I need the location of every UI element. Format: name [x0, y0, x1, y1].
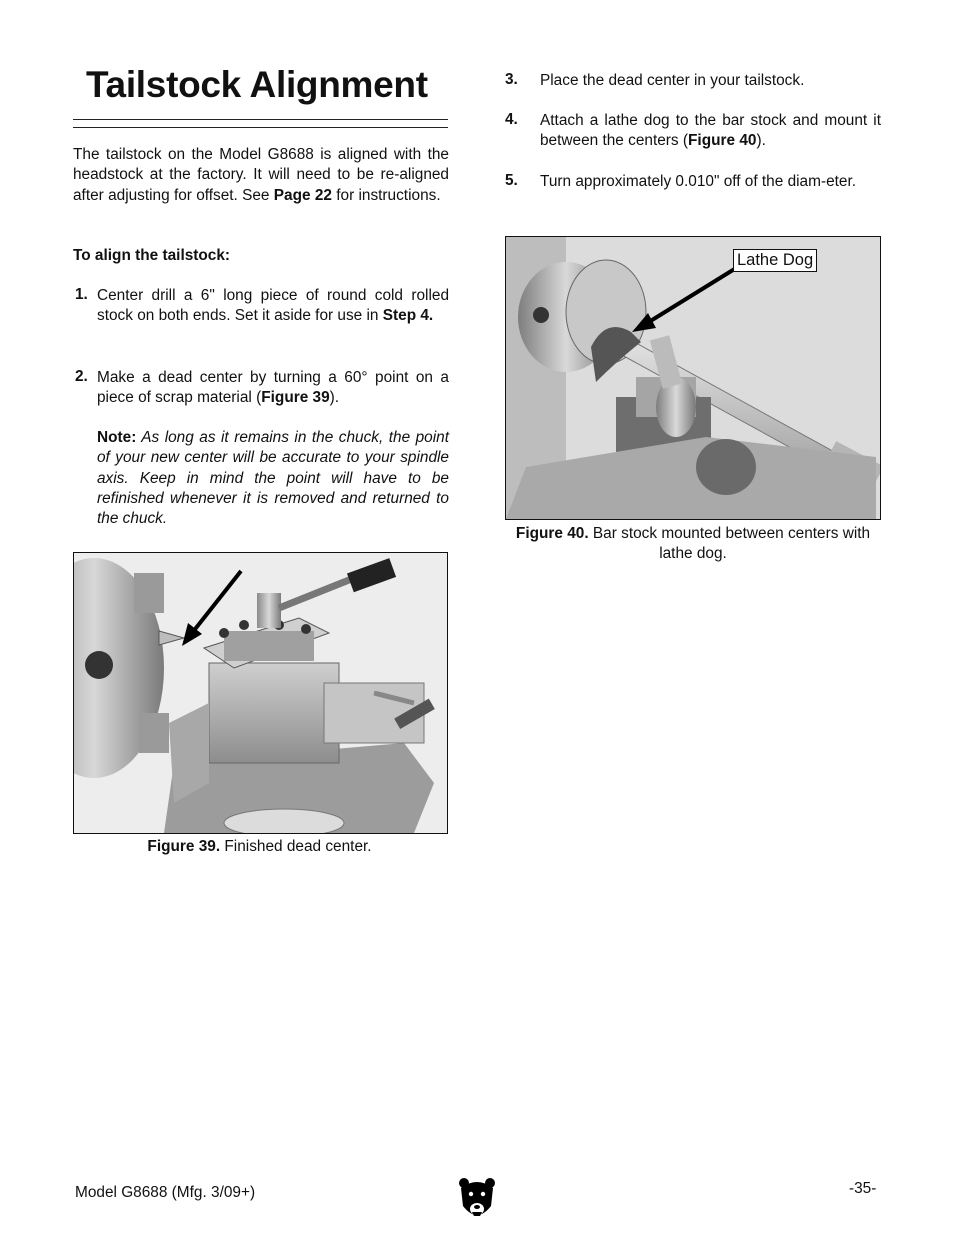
figure-39-label: Figure 39. [147, 838, 221, 855]
procedure-heading: To align the tailstock: [73, 247, 231, 264]
step-4-body: Attach a lathe dog to the bar stock and mount it between the centers ( [540, 112, 881, 150]
title-rule-bottom [73, 127, 448, 128]
note-label: Note: [97, 429, 137, 446]
figure-39-caption-text: Finished dead center. [220, 838, 372, 855]
step-4-ref: Figure 40 [688, 132, 757, 150]
step-2-number: 2. [75, 368, 88, 385]
title-rule-top [73, 119, 448, 120]
note-text: As long as it remains in the chuck, the point of your new center will be accurate to your spindle axis. Keep in mind the point will have to be refinished whenever it is removed and returned to the chuck. [97, 429, 449, 528]
step-3-text: Place the dead center in your tailstock. [540, 72, 805, 89]
step-5-number: 5. [505, 172, 518, 189]
intro-page-ref: Page 22 [273, 186, 332, 204]
step-4-text [540, 111, 881, 152]
lathe-toolpost-illustration [74, 553, 447, 833]
figure-39-image [73, 552, 448, 834]
page-title: Tailstock Alignment [86, 64, 428, 105]
footer-page-number: -35- [849, 1180, 877, 1197]
figure-40-image [505, 236, 881, 520]
step-1-body: Center drill a 6" long piece of round cold rolled stock on both ends. Set it aside for use in [97, 287, 449, 325]
lathe-dog-callout: Lathe Dog [733, 249, 817, 272]
step-1-text [97, 286, 449, 327]
step-1-number: 1. [75, 286, 88, 303]
step-1-ref: Step 4. [382, 307, 434, 325]
step-2-end: ). [329, 389, 340, 407]
step-2-ref: Figure 39 [261, 389, 330, 407]
figure-39-caption [73, 837, 446, 857]
step-5-text: Turn approximately 0.010" off of the diam-eter. [540, 173, 857, 190]
intro-text-end: for instructions. [331, 186, 441, 204]
lathe-bar-stock-illustration [506, 237, 880, 519]
step-4-number: 4. [505, 111, 518, 128]
bear-logo-icon [458, 1176, 496, 1222]
figure-40-caption-text: Bar stock mounted between centers with lathe dog. [588, 525, 871, 562]
figure-40-caption [505, 524, 881, 564]
note-paragraph [97, 428, 449, 529]
step-2-body: Make a dead center by turning a 60° point on a piece of scrap material ( [97, 369, 449, 407]
step-4-end: ). [756, 132, 766, 150]
step-3-number: 3. [505, 71, 518, 88]
step-2-text [97, 368, 449, 409]
intro-text: The tailstock on the Model G8688 is aligned with the headstock at the factory. It will need to be re-aligned after adjusting for offset. See [73, 146, 449, 204]
intro-paragraph [73, 145, 449, 206]
footer-model: Model G8688 (Mfg. 3/09+) [75, 1184, 256, 1201]
figure-40-label: Figure 40. [515, 525, 589, 542]
